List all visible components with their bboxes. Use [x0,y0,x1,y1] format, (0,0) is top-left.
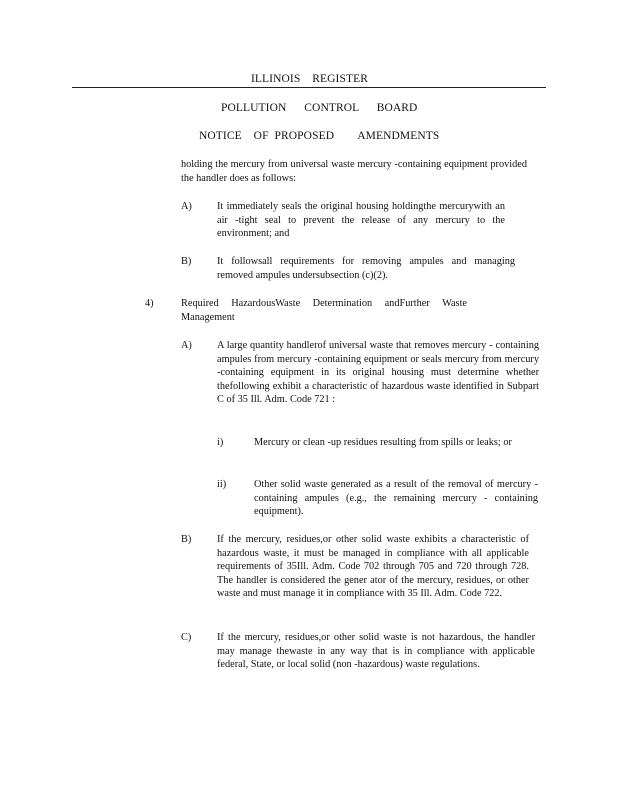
item-3b-text: It followsall requirements for removing ampules and managing removed ampules undersubsection (c)(2). [217,256,515,281]
item-4c-label: C) [181,632,192,643]
board-title: POLLUTION CONTROL BOARD [221,102,418,114]
item-4a-label: A) [181,340,192,351]
item-3a-label: A) [181,201,192,212]
item-4-text: Required HazardousWaste Determination andFurther Waste Management [181,298,467,323]
item-3b-label: B) [181,256,192,267]
item-4b-text: If the mercury, residues,or other solid waste exhibits a characteristic of hazardous waste, it must be managed in compliance with all applicable requirements of 35Ill. Adm. Code 702 through 705 and 720 through 728. The handler is considered the gener ator of the mercury, residues, or other waste and must manage it in compliance with 35 Ill. Adm. Code 722. [217,534,529,600]
item-4a-ii-text: Other solid waste generated as a result of the removal of mercury -containing ampules (e.g., the remaining mercury - containing equipment). [254,479,538,518]
item-4-label: 4) [145,298,154,309]
item-4a-i-label: i) [217,437,224,448]
item-4b-label: B) [181,534,192,545]
item-3a-text: It immediately seals the original housing holdingthe mercurywith an air -tight seal to prevent the release of any mercury to the environment; and [217,201,505,240]
header-rule [72,87,546,88]
register-title: ILLINOIS REGISTER [251,73,368,85]
item-4a-i-text: Mercury or clean -up residues resulting from spills or leaks; or [254,437,512,448]
item-4a-ii-label: ii) [217,479,227,490]
item-4c-text: If the mercury, residues,or other solid waste is not hazardous, the handler may manage thewaste in any way that is in compliance with applicable federal, State, or local solid (non -hazardous) waste regulations. [217,632,535,671]
intro-paragraph: holding the mercury from universal waste mercury -containing equipment provided the handler does as follows: [181,159,527,184]
notice-title: NOTICE OF PROPOSED AMENDMENTS [199,130,440,142]
item-4a-text: A large quantity handlerof universal waste that removes mercury - containing ampules from mercury -containing equipment or seals mercury from mercury -containing equipment in its original housing must determine whether thefollowing exhibit a characteristic of hazardous waste identified in Subpart C of 35 Ill. Adm. Code 721 : [217,340,539,406]
